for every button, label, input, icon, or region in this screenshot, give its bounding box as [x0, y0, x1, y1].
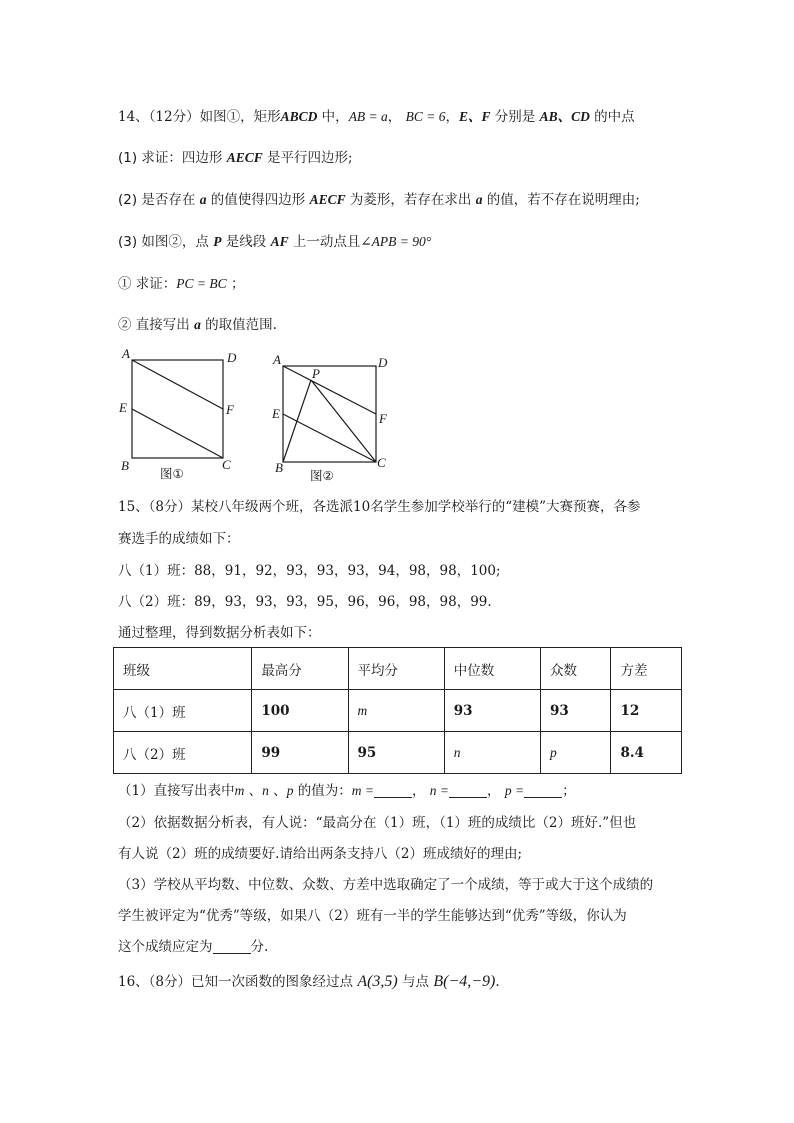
- q14-part3-text: 上一动点且: [288, 234, 361, 250]
- q14-sep: ，: [387, 109, 402, 125]
- q16-text: 与点: [397, 974, 434, 990]
- q14-number: 14、: [118, 109, 149, 125]
- table-cell: 八（1）班: [114, 690, 252, 732]
- table-header-cell: 中位数: [444, 648, 540, 690]
- table-cell: 100: [252, 690, 348, 732]
- q14-sub2-var: a: [194, 317, 201, 332]
- q15-sub1-var-n: n: [262, 783, 269, 798]
- fig1-label-f: F: [226, 402, 234, 417]
- figure-1: [132, 360, 223, 458]
- q16-text: .: [495, 974, 500, 990]
- q14-part3-text: 如图②，点: [137, 234, 214, 250]
- figure-2: [283, 366, 376, 462]
- q16-stem: [118, 972, 500, 992]
- q15-sub1-sep: ，: [411, 783, 426, 799]
- q15-sub2-line2: 有人说（2）班的成绩要好.请给出两条支持八（2）班成绩好的理由;: [118, 846, 523, 862]
- fig2-label-b: B: [275, 460, 283, 475]
- q15-class2-scores: 八（2）班：89，93，93，93，95，96，96，98，98，99.: [118, 594, 492, 610]
- table-cell: 93: [540, 690, 611, 732]
- q14-sub1: [118, 274, 244, 294]
- q14-rect-name: ABCD: [280, 109, 318, 124]
- q14-eq-bc: BC = 6: [405, 109, 446, 124]
- fig2-label-f: F: [379, 411, 387, 426]
- q16-text: 16、（8分）已知一次函数的图象经过点: [118, 974, 358, 990]
- q14-part3-angle: ∠APB = 90°: [360, 234, 432, 249]
- fig1-line-af: [132, 360, 223, 409]
- q15-sub3-line3: [118, 937, 268, 957]
- q14-sub2-number: ②: [118, 317, 132, 333]
- fig1-label-b: B: [121, 458, 129, 473]
- q15-sub1-var-m: m: [234, 783, 245, 798]
- q15-sub1-sep: ；: [562, 783, 576, 799]
- q14-part1: [118, 148, 353, 168]
- q15-sub2-line1: （2）依据数据分析表，有人说：“最高分在（1）班，（1）班的成绩比（2）班好.”但也: [118, 815, 637, 831]
- q14-part2-text: 是否存在: [137, 192, 200, 208]
- q14-part2-var: a: [199, 192, 207, 207]
- answer-blank-p[interactable]: [524, 783, 562, 798]
- table-cell: 8.4: [611, 732, 682, 774]
- fig1-label-a: A: [122, 346, 130, 361]
- q14-part1-text: 求证：四边形: [137, 150, 227, 166]
- fig1-caption: 图①: [160, 466, 184, 481]
- fig2-label-p: P: [312, 366, 320, 381]
- q14-part3-point: P: [213, 234, 222, 249]
- fig1-rectangle: [132, 360, 223, 458]
- q15-sub1-sep: 、: [244, 783, 263, 799]
- q14-sub1-number: ①: [118, 276, 132, 292]
- q14-part2-text: 的值使得四边形: [206, 192, 310, 208]
- table-cell: m: [348, 690, 444, 732]
- fig1-line-ec: [132, 409, 223, 458]
- q14-sub1-text: ；: [226, 276, 245, 292]
- q15-sub3-text: 分.: [250, 939, 269, 955]
- q14-stem-text: 中，: [317, 109, 349, 125]
- q14-figures-svg: [118, 346, 408, 488]
- table-header-cell: 众数: [540, 648, 611, 690]
- q14-sub1-text: 求证：: [131, 276, 177, 292]
- q15-sub3-line2: 学生被评定为“优秀”等级，如果八（2）班有一半的学生能够达到“优秀”等级，你认为: [118, 908, 627, 924]
- table-header-cell: 最高分: [252, 648, 348, 690]
- q14-sub2: [118, 315, 277, 335]
- q15-sub1-sep: 、: [268, 783, 287, 799]
- q15-line2: 赛选手的成绩如下：: [118, 531, 240, 547]
- table-cell: 八（2）班: [114, 732, 252, 774]
- q15-class1-scores: 八（1）班：88，91，92，93，93，93，94，98，98，100;: [118, 563, 501, 579]
- fig2-caption: 图②: [310, 468, 334, 483]
- fig2-line-pc: [311, 380, 376, 462]
- table-cell: 99: [252, 732, 348, 774]
- q15-sub1-sep: ，: [487, 783, 501, 799]
- q15-line1: 15、（8分）某校八年级两个班，各选派10名学生参加学校举行的“建模”大赛预赛，各参: [118, 499, 641, 515]
- q15-sub1-var-p: p: [286, 783, 294, 798]
- q14-part2-shape: AECF: [309, 192, 346, 207]
- fig2-label-d: D: [378, 355, 388, 370]
- q14-part1-shape: AECF: [226, 150, 263, 165]
- q14-part2-text: 为菱形，若存在求出: [345, 192, 476, 208]
- q16-point-b: B(−4,−9): [433, 973, 496, 990]
- q15-sub1-text: （1）直接写出表中: [118, 783, 235, 799]
- fig2-rectangle: [283, 366, 376, 462]
- q14-sub1-eq: PC = BC: [176, 276, 227, 291]
- q15-sub1-p-eq: p =: [504, 783, 525, 798]
- table-cell: 93: [444, 690, 540, 732]
- q14-ab-cd: AB、CD: [539, 109, 590, 124]
- q15-sub1-text: 的值为：: [293, 783, 352, 799]
- answer-blank-n[interactable]: [449, 783, 487, 798]
- q14-figures: [118, 346, 408, 488]
- table-cell: p: [540, 732, 611, 774]
- answer-blank-score[interactable]: [213, 939, 251, 954]
- table-row: [114, 732, 682, 774]
- fig2-line-af: [283, 366, 376, 414]
- fig1-label-e: E: [119, 400, 127, 415]
- table-cell: 95: [348, 732, 444, 774]
- q15-sub3-text: 这个成绩应定为: [118, 939, 213, 955]
- q14-part2: [118, 190, 640, 210]
- table-header-row: [114, 648, 682, 690]
- table-header-cell: 平均分: [348, 648, 444, 690]
- q14-part3-text: 是线段: [221, 234, 271, 250]
- q14-part2-var: a: [475, 192, 483, 207]
- q14-part1-number: (1): [118, 150, 138, 166]
- q14-part3: [118, 232, 431, 252]
- q15-sub1-m-eq: m =: [351, 783, 374, 798]
- q14-stem-text: 的中点: [589, 109, 635, 125]
- table-header-cell: 班级: [114, 648, 252, 690]
- table-header-cell: 方差: [611, 648, 682, 690]
- q14-sep: ，: [445, 109, 459, 125]
- q14-part3-number: (3): [118, 234, 138, 250]
- q14-sub2-text: 的取值范围.: [200, 317, 277, 333]
- q14-stem-text: 分别是: [490, 109, 540, 125]
- q15-sub1-n-eq: n =: [429, 783, 450, 798]
- table-cell: 12: [611, 690, 682, 732]
- fig1-label-c: C: [222, 457, 231, 472]
- q15-sub3-line1: （3）学校从平均数、中位数、众数、方差中选取确定了一个成绩，等于或大于这个成绩的: [118, 877, 654, 893]
- q15-stats-table: [113, 647, 682, 774]
- q14-eq-ab: AB = a: [348, 109, 388, 124]
- q14-part2-text: 的值，若不存在说明理由;: [482, 192, 640, 208]
- q14-part1-text: 是平行四边形;: [262, 150, 353, 166]
- q14-stem: [118, 107, 635, 127]
- q14-stem-text: 如图①，矩形: [199, 109, 281, 125]
- table-cell: n: [444, 732, 540, 774]
- answer-blank-m[interactable]: [374, 783, 412, 798]
- fig2-line-bp: [283, 380, 311, 462]
- q16-point-a: A(3,5): [357, 973, 398, 990]
- q14-part2-number: (2): [118, 192, 138, 208]
- fig2-label-a: A: [273, 352, 281, 367]
- q14-sub2-text: 直接写出: [131, 317, 195, 333]
- q14-part3-segment: AF: [270, 234, 289, 249]
- fig2-label-c: C: [377, 455, 386, 470]
- q15-sub1: [118, 781, 576, 801]
- fig1-label-d: D: [227, 350, 237, 365]
- q14-score: （12分）: [148, 109, 200, 125]
- fig2-label-e: E: [272, 406, 280, 421]
- q14-ef: E、F: [458, 109, 491, 124]
- table-row: [114, 690, 682, 732]
- q15-line5: 通过整理，得到数据分析表如下：: [118, 625, 321, 641]
